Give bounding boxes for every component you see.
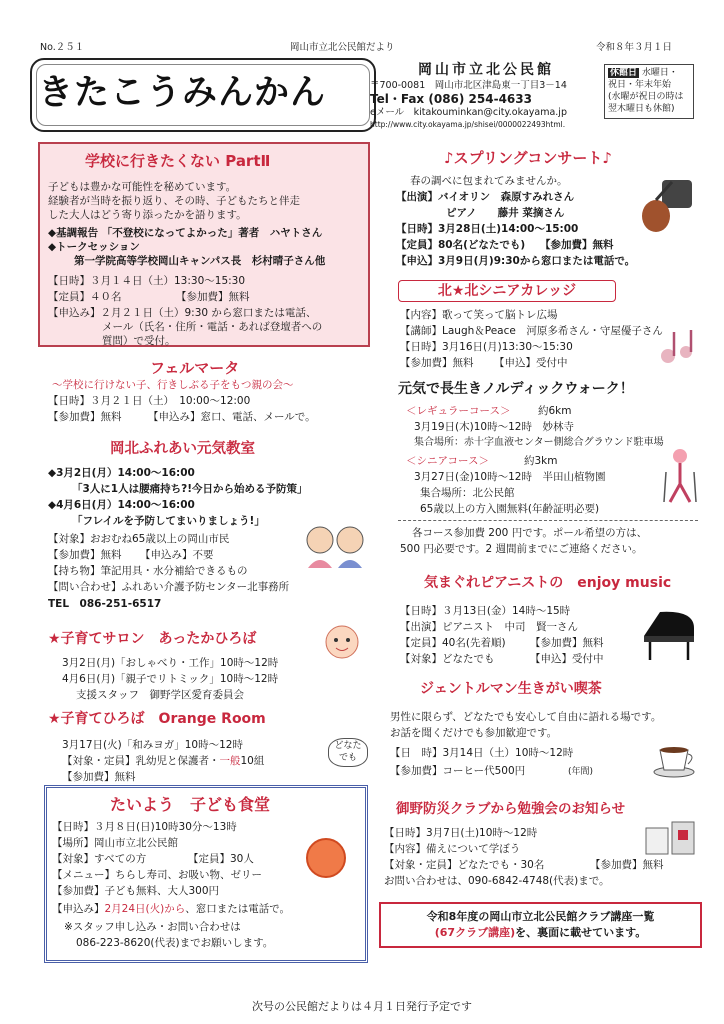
cafe-fee-note: (年間) (568, 767, 594, 777)
hall-url: http://www.city.okayama.jp/shisei/0000022493html. (370, 119, 566, 129)
genki-title: 岡北ふれあい元気教室 (110, 441, 255, 457)
orange-line-2-post: 10組 (240, 755, 265, 767)
genki-bring: 【持ち物】筆記用具・水分補給できるもの (48, 565, 248, 577)
piano-capacity: 【定員】40名(先着順) (400, 637, 506, 649)
concert-fee: 【参加費】無料 (540, 239, 614, 251)
taiyou-apply-post: 、窓口または電話で。 (185, 903, 291, 915)
taiyou-place: 【場所】岡山市立北公民館 (52, 837, 178, 849)
school-intro-1: 子どもは豊かな可能性を秘めています。 (48, 181, 237, 193)
taiyou-apply-pre: 【申込み】 (52, 903, 105, 915)
nordic-senior-meeting: 集合場所：北公民館 (420, 487, 515, 499)
senior-apply: 【申込】受付中 (494, 357, 568, 369)
fermata-apply: 【申込み】窓口、電話、メールで。 (148, 411, 316, 423)
elderly-couple-icon (300, 520, 372, 572)
genki-fee: 【参加費】無料 (48, 549, 122, 561)
cafe-title: ジェントルマン生きがい喫茶 (420, 681, 602, 697)
salon-line-1: 3月2日(月)「おしゃべり・工作」10時～12時 (62, 657, 279, 669)
concert-intro: 春の調べに包まれてみませんか。 (410, 175, 568, 187)
piano-apply: 【申込】受付中 (530, 653, 604, 665)
school-apply-3: 質問）で受付。 (102, 335, 176, 347)
nordic-regular-label: ＜レギュラーコース＞ (406, 405, 511, 417)
sun-icon (306, 838, 346, 878)
school-title: 学校に行きたくない PartⅡ (85, 152, 271, 170)
orange-fee: 【参加費】無料 (62, 771, 136, 783)
nordic-regular-date: 3月19日(木)10時～12時 妙林寺 (414, 421, 574, 433)
piano-title: 気まぐれピアニストの enjoy music (424, 575, 672, 591)
taiyou-target: 【対象】すべての方 (52, 853, 147, 865)
banner-title: きたこうみんかん (38, 73, 327, 113)
piano-date: 【日時】３月13日(金）14時～15時 (400, 605, 571, 617)
nordic-senior-label: ＜シニアコース＞ (406, 455, 489, 467)
genki-tel: TEL 086-251-6517 (48, 598, 162, 610)
school-apply-1: 【申込み】２月２１日（土）9:30 から窓口または電話、 (48, 307, 317, 319)
piano-target: 【対象】どなたでも (400, 653, 495, 665)
nordic-senior-note: 65歳以上の方入園無料(年齢証明必要) (420, 503, 600, 515)
school-intro-3: した大人はどう寄り添ったかを語ります。 (48, 209, 247, 221)
taiyou-note-1: ※スタッフ申し込み・お問い合わせは (64, 921, 241, 933)
concert-performer-1: 【出演】バイオリン 森原すみれさん (396, 191, 575, 203)
nordic-title: 元気で長生きノルディックウォーク！ (398, 381, 634, 397)
issue-date: 令和８年３月１日 (596, 42, 673, 53)
nordic-divider (398, 520, 698, 521)
concert-performer-2: ピアノ 藤井 菜摘さん (446, 207, 565, 219)
club-line-2-post: を、裏面に載せています。 (515, 926, 647, 939)
club-line-2 (435, 925, 647, 942)
baby-icon (322, 620, 362, 664)
concert-date: 【日時】3月28日(土)14:00～15:00 (396, 223, 579, 235)
taiyou-fee: 【参加費】子ども無料、大人300円 (52, 885, 220, 897)
nordic-senior-distance: 約3km (524, 455, 558, 467)
piano-performer: 【出演】ピアニスト 中司 賢一さん (400, 621, 578, 633)
hall-address: 〒700-0081 岡山市北区津島東一丁目3－14 (370, 79, 567, 91)
piano-fee: 【参加費】無料 (530, 637, 604, 649)
genki-date-2: ◆4月6日(月）14:00～16:00 (48, 499, 195, 511)
nordic-senior-date: 3月27日(金)10時～12時 半田山植物園 (414, 471, 606, 483)
bousai-content: 【内容】備えについて学ぼう (384, 843, 521, 855)
orange-line-2-red: 一般 (219, 755, 241, 767)
hall-name: 岡山市立北公民館 (418, 62, 554, 78)
emergency-supplies-icon (642, 818, 698, 856)
orange-line-2-pre: 【対象・定員】乳幼児と保護者・ (62, 755, 220, 767)
bousai-title: 御野防災クラブから勉強会のお知らせ (396, 801, 626, 817)
orange-title: ★子育てひろば Orange Room (48, 711, 266, 727)
closed-days (604, 64, 694, 119)
closed-text-2: 祝日・年末年始 (608, 80, 672, 91)
cafe-intro-2: お話を聞くだけでも参加歓迎です。 (390, 727, 558, 739)
concert-apply: 【申込】3月9日(月)9:30から窓口または電話で。 (396, 255, 636, 267)
school-intro-2: 経験者が当時を振り返り、その時、子どもたちと伴走 (48, 195, 300, 207)
genki-topic-1: 「3人に1人は腰痛持ち?!今日から始める予防策」 (72, 483, 308, 495)
violin-icon (632, 178, 696, 234)
closed-text-4: 翌木曜日も休館) (608, 104, 675, 115)
senior-fee: 【参加費】無料 (400, 357, 474, 369)
bousai-date: 【日時】3月7日(土)10時～12時 (384, 827, 538, 839)
orange-note: どなたでも (328, 738, 368, 767)
hall-info (370, 62, 602, 129)
closed-text-1: 水曜日・ (641, 68, 678, 78)
music-note-icon (656, 326, 696, 366)
club-line-2-red: (67クラブ講座) (434, 926, 516, 939)
grand-piano-icon (640, 606, 698, 662)
senior-date: 【日時】3月16日(月)13:30～15:30 (400, 341, 573, 353)
taiyou-apply-red: 2月24日(火)から (104, 903, 186, 915)
bousai-contact: お問い合わせは、090-6842-4748(代表)まで。 (384, 875, 610, 887)
school-capacity: 【定員】４０名 (48, 291, 122, 303)
cafe-date: 【日 時】3月14日（土）10時～12時 (390, 747, 574, 759)
taiyou-capacity: 【定員】30人 (188, 853, 254, 865)
senior-title: 北★北シニアカレッジ (398, 280, 616, 302)
concert-capacity: 【定員】80名(どなたでも) (396, 239, 526, 251)
school-item-1: ◆基調報告 「不登校になってよかった」著者 ハヤトさん (48, 227, 323, 239)
taiyou-note-2: 086-223-8620(代表)までお願いします。 (76, 937, 274, 949)
school-apply-2: メール（氏名・住所・電話・あれば登壇者への (102, 321, 323, 333)
fermata-subtitle: ～学校に行けない子、行きしぶる子をもつ親の会～ (52, 379, 294, 391)
closed-text-3: (水曜が祝日の時は (608, 92, 684, 103)
taiyou-date: 【日時】３月８日(日)10時30分～13時 (52, 821, 237, 833)
senior-content: 【内容】歌って笑って脳トレ広場 (400, 309, 558, 321)
orange-line-1: 3月17日(火)「和みヨガ」10時～12時 (62, 739, 243, 751)
taiyou-apply (52, 902, 290, 916)
salon-line-2: 4月6日(月)「親子でリトミック」10時～12時 (62, 673, 279, 685)
school-fee: 【参加費】無料 (176, 291, 250, 303)
coffee-cup-icon (652, 738, 698, 778)
senior-lecturer: 【講師】Laugh＆Peace 河原多希さん・守屋優子さん (400, 325, 663, 337)
school-date: 【日時】３月１４日（土）13:30～15:30 (48, 275, 246, 287)
nordic-regular-meeting: 集合場所：赤十字血液センター側総合グラウンド駐車場 (414, 437, 664, 448)
salon-title: ★子育てサロン あったかひろば (48, 631, 257, 647)
footer-next-issue: 次号の公民館だよりは４月１日発行予定です (252, 1000, 472, 1013)
salon-line-3: 支援スタッフ 御野学区愛育委員会 (76, 689, 244, 701)
school-item-2: ◆トークセッション (48, 241, 140, 253)
hall-email: eメール kitakouminkan@city.okayama.jp (370, 107, 567, 119)
nordic-regular-distance: 約6km (538, 405, 572, 417)
taiyou-title: たいよう 子ども食堂 (110, 795, 271, 814)
school-item-3: 第一学院高等学校岡山キャンパス長 杉村晴子さん他 (74, 255, 326, 267)
newsletter-name: 岡山市立北公民館だより (290, 42, 395, 53)
genki-apply: 【申込み】不要 (140, 549, 214, 561)
orange-line-2 (62, 754, 264, 768)
bousai-target: 【対象・定員】どなたでも・30名 (384, 859, 545, 871)
genki-topic-2: 「フレイルを予防してまいりましょう!」 (72, 515, 265, 527)
club-notice (379, 902, 702, 948)
genki-target: 【対象】おおむね65歳以上の岡山市民 (48, 533, 230, 545)
club-line-1: 令和8年度の岡山市立北公民館クラブ講座一覧 (426, 909, 655, 923)
fermata-fee: 【参加費】無料 (48, 411, 122, 423)
fermata-title: フェルマータ (150, 359, 240, 377)
cafe-intro-1: 男性に限らず、どなたでも安心して自由に語れる場です。 (390, 711, 662, 723)
bousai-fee: 【参加費】無料 (590, 859, 664, 871)
genki-date-1: ◆3月2日(月）14:00～16:00 (48, 467, 195, 479)
walker-icon (662, 446, 698, 504)
closed-label: 休館日 (610, 68, 638, 78)
nordic-fee-1: 各コース参加費 200 円です。ポール希望の方は、 (412, 527, 648, 539)
genki-contact: 【問い合わせ】ふれあい介護予防センター北事務所 (48, 581, 290, 593)
fermata-date: 【日時】３月２１日（土） 10:00～12:00 (48, 395, 251, 407)
concert-title: ♪スプリングコンサート♪ (444, 149, 612, 167)
title-banner (30, 58, 376, 132)
hall-tel: Tel・Fax (086) 254-4633 (370, 92, 532, 107)
taiyou-menu: 【メニュー】ちらし寿司、お吸い物、ゼリー (52, 869, 262, 881)
cafe-fee: 【参加費】コーヒー代500円 (390, 765, 526, 777)
nordic-fee-2: 500 円必要です。2 週間前までにご連絡ください。 (400, 543, 643, 555)
issue-number: No.２５１ (40, 42, 85, 53)
